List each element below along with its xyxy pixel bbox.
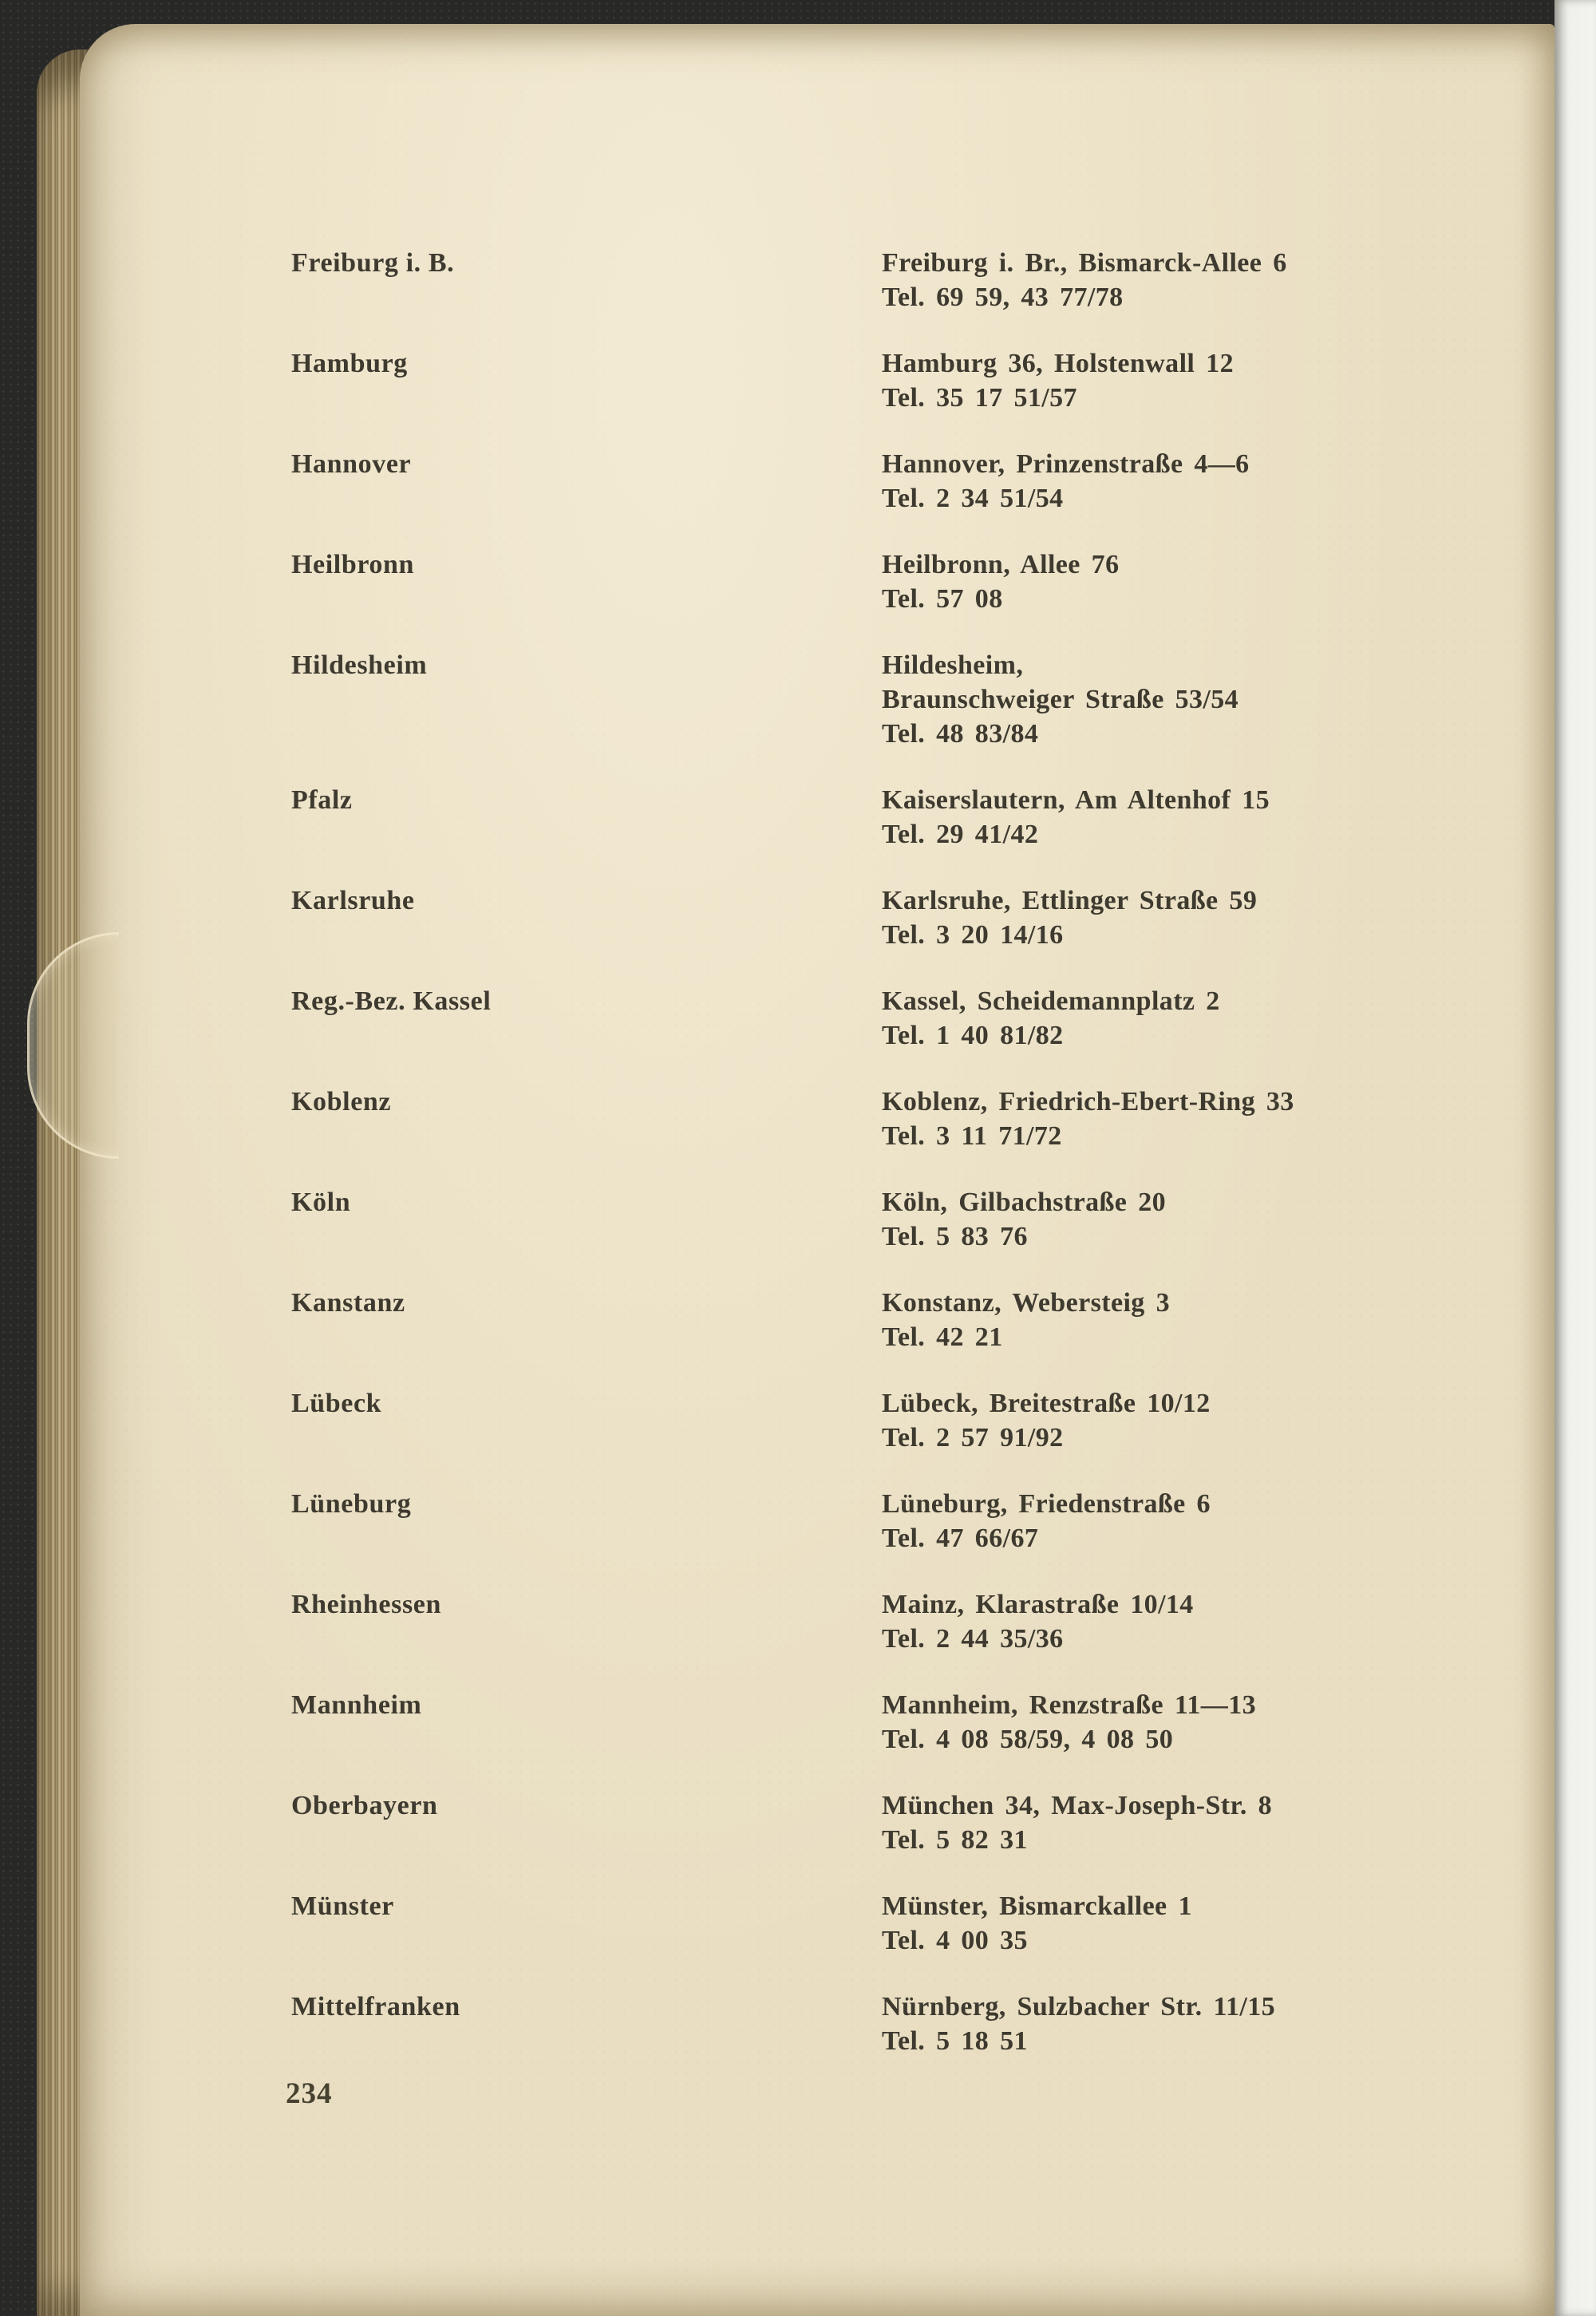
entry-lines bbox=[882, 984, 1220, 1053]
entry-line: Tel. 5 18 51 bbox=[882, 2026, 1028, 2056]
region-label: Pfalz bbox=[291, 785, 353, 815]
entry-lines bbox=[882, 1085, 1294, 1153]
entry-line: Lübeck, Breitestraße 10/12 bbox=[882, 1389, 1211, 1418]
entry-lines bbox=[882, 1185, 1166, 1254]
entry-lines bbox=[882, 346, 1234, 415]
entry-line: Tel. 69 59, 43 77/78 bbox=[882, 283, 1124, 312]
entry-lines bbox=[882, 783, 1270, 852]
entry-line: Lüneburg, Friedenstraße 6 bbox=[882, 1489, 1211, 1519]
entry-line: Tel. 47 66/67 bbox=[882, 1524, 1039, 1553]
entry-line: Münster, Bismarckallee 1 bbox=[882, 1891, 1192, 1921]
directory-entry bbox=[291, 1085, 1456, 1153]
entry-line: Tel. 5 82 31 bbox=[882, 1825, 1028, 1855]
entry-lines bbox=[882, 246, 1287, 314]
entry-lines bbox=[882, 883, 1257, 952]
region-label: Lübeck bbox=[291, 1389, 382, 1418]
region-label: Münster bbox=[291, 1891, 394, 1921]
entry-line: Tel. 3 11 71/72 bbox=[882, 1121, 1062, 1151]
entry-line: Mannheim, Renzstraße 11—13 bbox=[882, 1690, 1256, 1720]
entry-line: Braunschweiger Straße 53/54 bbox=[882, 685, 1239, 714]
region-label: Kanstanz bbox=[291, 1288, 405, 1318]
entry-lines bbox=[882, 547, 1120, 616]
entry-line: Heilbronn, Allee 76 bbox=[882, 550, 1120, 579]
directory-entry bbox=[291, 447, 1456, 516]
entry-lines bbox=[882, 1487, 1211, 1555]
directory-entry bbox=[291, 1990, 1456, 2058]
entry-line: Tel. 1 40 81/82 bbox=[882, 1021, 1064, 1050]
directory-entry bbox=[291, 1185, 1456, 1254]
book-page bbox=[80, 24, 1555, 2316]
directory-entry bbox=[291, 246, 1456, 314]
entry-line: Tel. 2 34 51/54 bbox=[882, 484, 1064, 513]
directory-entry bbox=[291, 783, 1456, 852]
region-label: Reg.-Bez. Kassel bbox=[291, 986, 492, 1016]
directory-entry bbox=[291, 883, 1456, 952]
entry-line: Tel. 48 83/84 bbox=[882, 719, 1039, 749]
entry-line: Hamburg 36, Holstenwall 12 bbox=[882, 349, 1234, 378]
directory-list bbox=[291, 246, 1456, 2090]
region-label: Freiburg i. B. bbox=[291, 248, 455, 278]
region-label: Karlsruhe bbox=[291, 886, 415, 915]
entry-lines bbox=[882, 648, 1238, 751]
region-label: Köln bbox=[291, 1188, 351, 1217]
entry-line: Freiburg i. Br., Bismarck-Allee 6 bbox=[882, 248, 1287, 278]
entry-line: Tel. 4 00 35 bbox=[882, 1926, 1028, 1955]
entry-lines bbox=[882, 1587, 1194, 1656]
directory-entry bbox=[291, 1688, 1456, 1757]
region-label: Lüneburg bbox=[291, 1489, 412, 1519]
entry-line: Tel. 29 41/42 bbox=[882, 820, 1039, 849]
directory-entry bbox=[291, 1487, 1456, 1555]
region-label: Oberbayern bbox=[291, 1791, 438, 1820]
entry-line: Tel. 35 17 51/57 bbox=[882, 383, 1077, 413]
entry-lines bbox=[882, 1386, 1211, 1455]
entry-line: Koblenz, Friedrich-Ebert-Ring 33 bbox=[882, 1087, 1294, 1117]
region-label: Hamburg bbox=[291, 349, 408, 378]
directory-entry bbox=[291, 1587, 1456, 1656]
entry-line: Tel. 3 20 14/16 bbox=[882, 920, 1064, 950]
entry-line: Tel. 57 08 bbox=[882, 584, 1003, 614]
directory-entry bbox=[291, 648, 1456, 751]
entry-line: Konstanz, Webersteig 3 bbox=[882, 1288, 1170, 1318]
entry-line: Tel. 2 57 91/92 bbox=[882, 1423, 1064, 1452]
entry-line: Tel. 42 21 bbox=[882, 1322, 1003, 1352]
directory-entry bbox=[291, 547, 1456, 616]
directory-entry bbox=[291, 1889, 1456, 1958]
directory-entry bbox=[291, 984, 1456, 1053]
region-label: Hildesheim bbox=[291, 650, 428, 680]
directory-entry bbox=[291, 1386, 1456, 1455]
entry-lines bbox=[882, 1990, 1275, 2058]
entry-line: Tel. 4 08 58/59, 4 08 50 bbox=[882, 1725, 1174, 1754]
entry-line: Kaiserslautern, Am Altenhof 15 bbox=[882, 785, 1270, 815]
directory-entry bbox=[291, 1788, 1456, 1857]
region-label: Heilbronn bbox=[291, 550, 415, 579]
region-label: Mannheim bbox=[291, 1690, 422, 1720]
entry-line: Mainz, Klarastraße 10/14 bbox=[882, 1590, 1194, 1619]
region-label: Hannover bbox=[291, 449, 412, 479]
entry-line: Kassel, Scheidemannplatz 2 bbox=[882, 986, 1220, 1016]
scanner-edge-strip bbox=[1555, 0, 1596, 2316]
directory-entry bbox=[291, 1286, 1456, 1354]
entry-line: Tel. 5 83 76 bbox=[882, 1222, 1028, 1251]
entry-lines bbox=[882, 1286, 1170, 1354]
entry-line: Karlsruhe, Ettlinger Straße 59 bbox=[882, 886, 1258, 915]
entry-line: München 34, Max-Joseph-Str. 8 bbox=[882, 1791, 1273, 1820]
directory-entry bbox=[291, 346, 1456, 415]
entry-line: Nürnberg, Sulzbacher Str. 11/15 bbox=[882, 1992, 1276, 2022]
region-label: Rheinhessen bbox=[291, 1590, 441, 1619]
page-number: 234 bbox=[286, 2077, 333, 2110]
region-label: Koblenz bbox=[291, 1087, 392, 1117]
entry-lines bbox=[882, 447, 1250, 516]
entry-lines bbox=[882, 1889, 1192, 1958]
region-label: Mittelfranken bbox=[291, 1992, 460, 2022]
entry-lines bbox=[882, 1688, 1256, 1757]
entry-line: Köln, Gilbachstraße 20 bbox=[882, 1188, 1166, 1217]
entry-line: Hannover, Prinzenstraße 4—6 bbox=[882, 449, 1250, 479]
entry-line: Tel. 2 44 35/36 bbox=[882, 1624, 1064, 1654]
entry-lines bbox=[882, 1788, 1272, 1857]
entry-line: Hildesheim, bbox=[882, 650, 1024, 680]
